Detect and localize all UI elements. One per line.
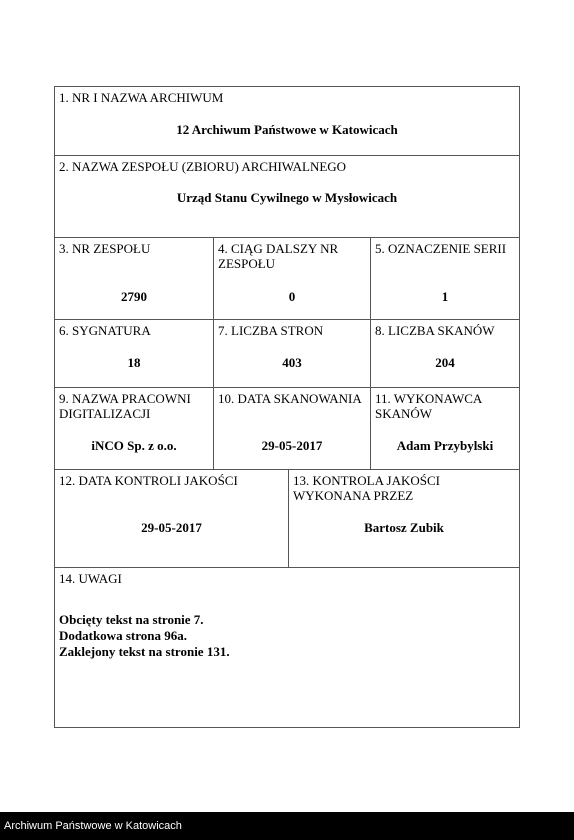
cell-fonds-continuation (213, 238, 370, 319)
cell-scan-date (213, 388, 370, 469)
scan-date-label: 10. DATA SKANOWANIA (218, 391, 362, 406)
row-counts (55, 319, 519, 387)
cell-scans (370, 320, 519, 387)
cell-scanner (370, 388, 519, 469)
fonds-continuation-value: 0 (288, 289, 296, 304)
remark-line: Obcięty tekst na stronie 7. (59, 612, 204, 627)
series-label: 5. OZNACZENIE SERII (375, 241, 507, 256)
fonds-no-value: 2790 (121, 289, 147, 304)
cell-lab (55, 388, 213, 469)
series-value: 1 (441, 289, 449, 304)
remarks-label: 14. UWAGI (59, 571, 122, 586)
scan-date-value: 29-05-2017 (261, 438, 323, 453)
cell-series (370, 238, 519, 319)
qc-by-label: 13. KONTROLA JAKOŚCI WYKONANA PRZEZ (293, 473, 440, 503)
signature-value: 18 (127, 355, 141, 370)
lab-label: 9. NAZWA PRACOWNI DIGITALIZACJI (59, 391, 191, 421)
scanner-value: Adam Przybylski (396, 438, 494, 453)
signature-label: 6. SYGNATURA (59, 323, 151, 338)
pages-value: 403 (282, 355, 302, 370)
qc-date-value: 29-05-2017 (141, 520, 202, 535)
row-remarks (55, 567, 519, 727)
cell-fonds-name (55, 156, 519, 237)
row-fonds-numbers (55, 237, 519, 319)
cell-qc-by (288, 470, 519, 567)
metadata-form (54, 86, 520, 728)
scanner-label: 11. WYKONAWCA SKANÓW (375, 391, 482, 421)
remarks-text (59, 612, 230, 660)
fonds-name-label: 2. NAZWA ZESPOŁU (ZBIORU) ARCHIWALNEGO (59, 159, 347, 174)
fonds-name-value: Urząd Stanu Cywilnego w Mysłowicach (176, 190, 398, 205)
pages-label: 7. LICZBA STRON (218, 323, 324, 338)
fonds-no-label: 3. NR ZESPOŁU (59, 241, 151, 256)
cell-archive (55, 87, 519, 155)
scans-value: 204 (435, 355, 455, 370)
cell-qc-date (55, 470, 288, 567)
cell-pages (213, 320, 370, 387)
remark-line: Dodatkowa strona 96a. (59, 628, 187, 643)
archive-value: 12 Archiwum Państwowe w Katowicach (176, 122, 398, 137)
cell-signature (55, 320, 213, 387)
row-quality-control (55, 469, 519, 567)
fonds-continuation-label: 4. CIĄG DALSZY NR ZESPOŁU (218, 241, 339, 271)
scans-label: 8. LICZBA SKANÓW (375, 323, 495, 338)
qc-by-value: Bartosz Zubik (364, 520, 444, 535)
archive-label: 1. NR I NAZWA ARCHIWUM (59, 90, 224, 105)
row-digitization (55, 387, 519, 469)
remark-line: Zaklejony tekst na stronie 131. (59, 644, 230, 659)
row-fonds-name (55, 155, 519, 237)
lab-value: iNCO Sp. z o.o. (91, 438, 177, 453)
qc-date-label: 12. DATA KONTROLI JAKOŚCI (59, 473, 238, 488)
footer-bar (0, 812, 574, 840)
cell-remarks (55, 568, 519, 727)
footer-text: Archiwum Państwowe w Katowicach (4, 820, 182, 832)
cell-fonds-no (55, 238, 213, 319)
row-archive (55, 87, 519, 155)
